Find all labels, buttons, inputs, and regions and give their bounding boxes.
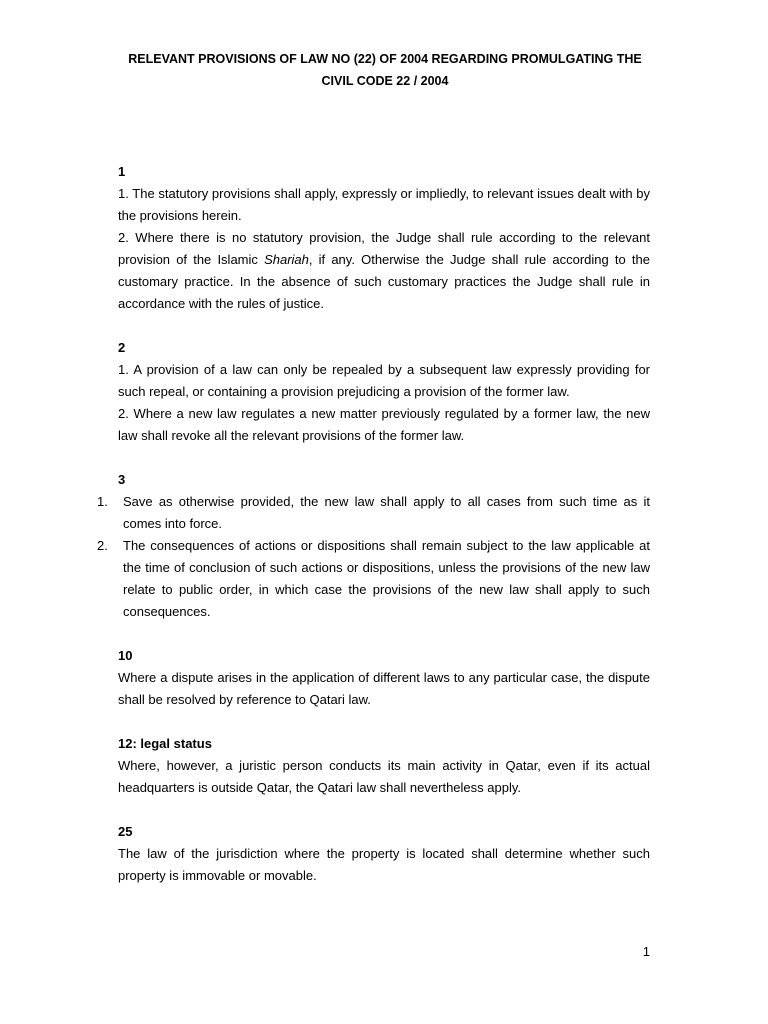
list-item (97, 535, 650, 623)
list-item-number: 2. (97, 538, 108, 553)
document-title-line-2: CIVIL CODE 22 / 2004 (321, 74, 449, 88)
list-item (97, 491, 650, 535)
document-title (110, 48, 660, 92)
section-paragraph: Where a dispute arises in the application of different laws to any particular case, the dispute shall be resolved by reference to Qatari law. (118, 670, 650, 707)
section-2 (118, 337, 650, 447)
section-heading: 12: legal status (118, 736, 212, 751)
section-paragraph (118, 227, 650, 315)
section-25 (118, 821, 650, 887)
document-body (97, 161, 650, 909)
page-number: 1 (642, 944, 650, 959)
document-title-line-1: RELEVANT PROVISIONS OF LAW NO (22) OF 2004 REGARDING PROMULGATING THE (128, 52, 642, 66)
paragraph-text: , if any. Otherwise the Judge shall rule according to the customary practice. In the absence of such customary practices the Judge shall rule in accordance with the rules of justice. (118, 252, 650, 311)
section-paragraph: Where, however, a juristic person conducts its main activity in Qatar, even if its actual headquarters is outside Qatar, the Qatari law shall nevertheless apply. (118, 758, 650, 795)
section-12 (118, 733, 650, 799)
section-paragraph: 1. A provision of a law can only be repealed by a subsequent law expressly providing for such repeal, or containing a provision prejudicing a provision of the former law. (118, 362, 650, 399)
section-3 (97, 469, 650, 623)
paragraph-text: 2. Where there is no statutory provision, the Judge shall rule according to the relevant provision of the Islamic (118, 230, 650, 267)
section-paragraph: 1. The statutory provisions shall apply, expressly or impliedly, to relevant issues dealt with by the provisions herein. (118, 186, 650, 223)
section-heading: 1 (118, 164, 126, 179)
section-heading: 10 (118, 648, 133, 663)
list-item-number: 1. (97, 494, 108, 509)
section-paragraph: 2. Where a new law regulates a new matter previously regulated by a former law, the new law shall revoke all the relevant provisions of the former law. (118, 406, 650, 443)
section-heading: 3 (118, 472, 126, 487)
section-paragraph: The law of the jurisdiction where the property is located shall determine whether such property is immovable or movable. (118, 846, 650, 883)
italic-term: Shariah (264, 252, 309, 267)
section-heading: 25 (118, 824, 133, 839)
section-heading: 2 (118, 340, 126, 355)
numbered-list (97, 491, 650, 623)
section-1 (118, 161, 650, 315)
list-item-text: Save as otherwise provided, the new law shall apply to all cases from such time as it comes into force. (123, 494, 650, 531)
section-10 (118, 645, 650, 711)
list-item-text: The consequences of actions or dispositions shall remain subject to the law applicable at the time of conclusion of such actions or dispositions, unless the provisions of the new law relate to public order, in which case the provisions of the new law shall apply to such consequences. (123, 538, 650, 619)
